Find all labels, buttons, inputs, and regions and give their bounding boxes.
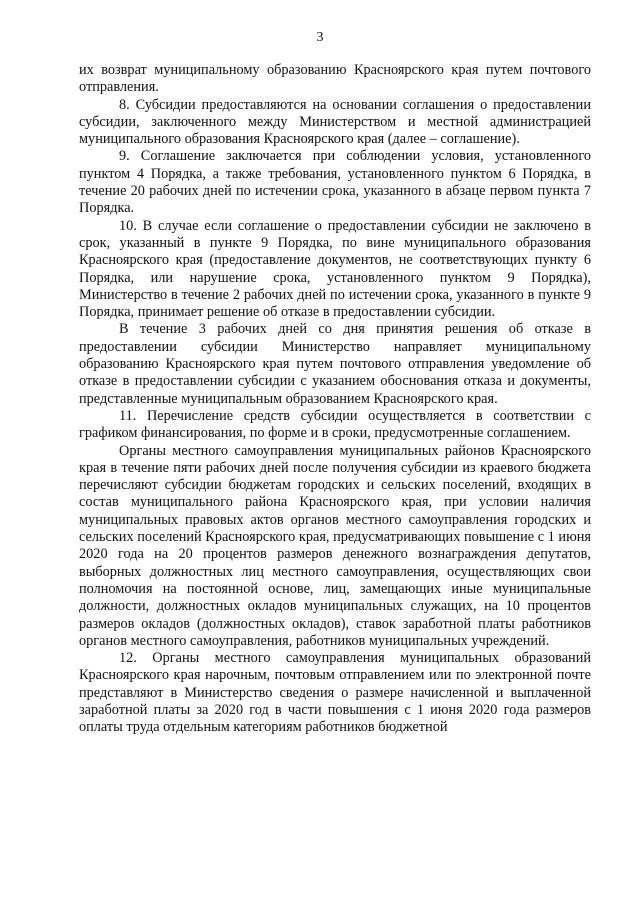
paragraph-continuation: их возврат муниципальному образованию Красноярского края путем почтового отправления.: [79, 62, 591, 96]
paragraph-item-11: 11. Перечисление средств субсидии осуществляется в соответствии с графиком финансирования, по форме и в сроки, предусмотренные соглашением.: [79, 407, 591, 442]
paragraph-item-12: 12. Органы местного самоуправления муниципальных образований Красноярского края нарочным, почтовым отправлением или по электронной почте представляют в Министерство сведения о размере начисленной и выплаченной заработной платы за 2020 год в части повышения с 1 июня 2020 года размеров оплаты труда отдельным категориям работников бюджетной: [79, 650, 591, 736]
paragraph-municipal-bodies: Органы местного самоуправления муниципальных районов Красноярского края в течение пяти рабочих дней после получения субсидии из краевого бюджета перечисляют субсидии бюджетам городских и сельских поселений, входящих в состав муниципального района Красноярского края, при условии наличия муниципальных правовых актов органов местного самоуправления городских и сельских поселений Красноярского края, предусматривающих повышение с 1 июня 2020 года на 20 процентов размеров денежного вознаграждения депутатов, выборных должностных лиц местного самоуправления, осуществляющих свои полномочия на постоянной основе, лиц, замещающих иные муниципальные должности, должностных окладов муниципальных служащих, на 10 процентов размеров окладов (должностных окладов), ставок заработной платы работников органов местного самоуправления, работников муниципальных учреждений.: [79, 442, 591, 649]
page-number: 3: [316, 30, 324, 45]
paragraph-item-10: 10. В случае если соглашение о предоставлении субсидии не заключено в срок, указанный в пункте 9 Порядка, по вине муниципального образования Красноярского края (предоставление документов, не соответствующих пункту 6 Порядка, или нарушение срока, установленного пунктом 9 Порядка), Министерство в течение 2 рабочих дней по истечении срока, указанного в пункте 9 Порядка, принимает решение об отказе в предоставлении субсидии.: [79, 217, 591, 321]
paragraph-item-9: 9. Соглашение заключается при соблюдении условия, установленного пунктом 4 Порядка, а также требования, установленного пунктом 6 Порядка, в течение 20 рабочих дней по истечении срока, указанного в абзаце первом пункта 7 Порядка.: [79, 148, 591, 217]
paragraph-refusal-notice: В течение 3 рабочих дней со дня принятия решения об отказе в предоставлении субсидии Министерство направляет муниципальному образованию Красноярского края путем почтового отправления уведомление об отказе в предоставлении субсидии с указанием обоснования отказа и документы, представленные муниципальным образованием Красноярского края.: [79, 321, 591, 407]
paragraph-item-8: 8. Субсидии предоставляются на основании соглашения о предоставлении субсидии, заключенного между Министерством и местной администрацией муниципального образования Красноярского края (далее – соглашение).: [79, 96, 591, 148]
document-body: [79, 62, 591, 737]
